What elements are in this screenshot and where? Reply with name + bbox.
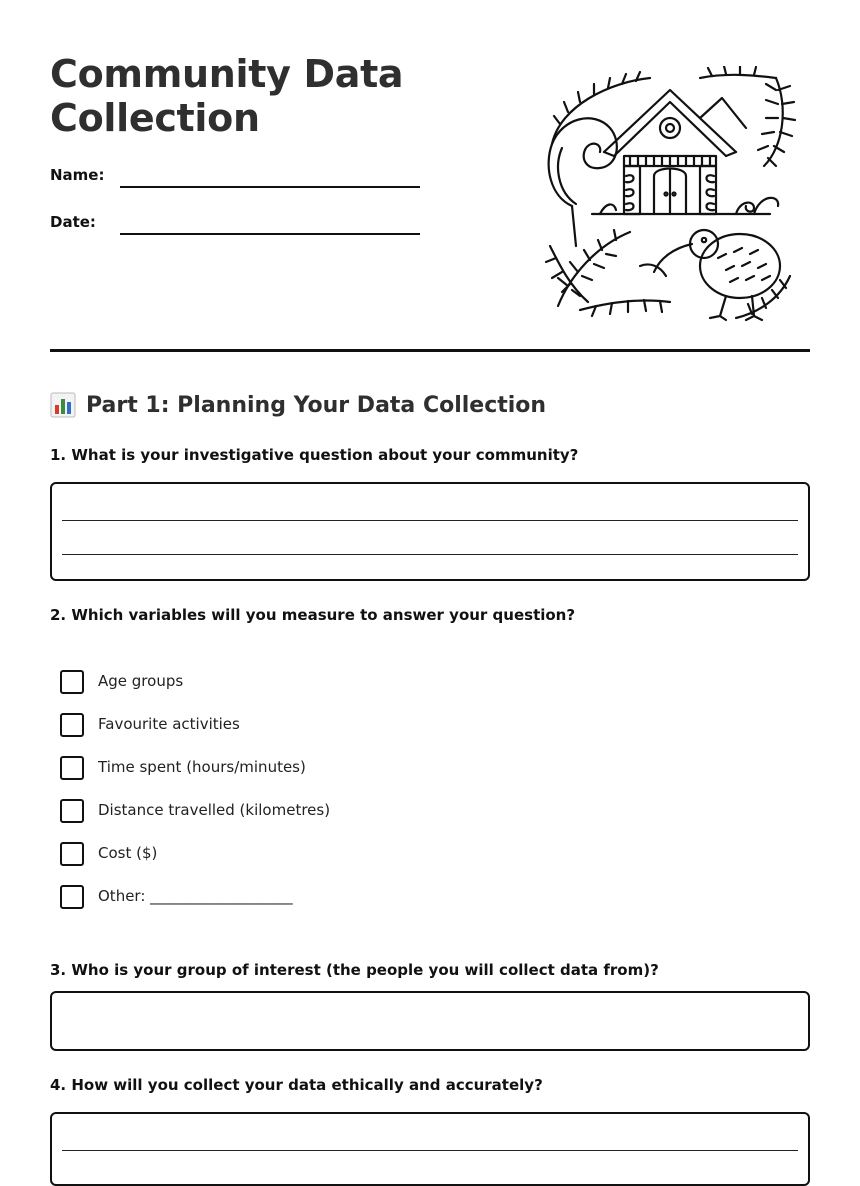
page-title: Community Data Collection xyxy=(50,52,404,140)
checkbox[interactable] xyxy=(60,842,84,866)
checkbox[interactable] xyxy=(60,885,84,909)
checkbox-label: Other: ___________________ xyxy=(98,887,293,905)
checkbox[interactable] xyxy=(60,670,84,694)
checklist-item-age-groups[interactable] xyxy=(60,670,460,713)
checkbox[interactable] xyxy=(60,713,84,737)
question-1: 1. What is your investigative question about your community? xyxy=(50,446,579,464)
checklist-item-favourite-activities[interactable] xyxy=(60,713,460,756)
date-label: Date: xyxy=(50,213,96,231)
checklist-item-other[interactable] xyxy=(60,885,460,928)
question-4: 4. How will you collect your data ethically and accurately? xyxy=(50,1076,543,1094)
write-line xyxy=(62,520,798,521)
date-field[interactable] xyxy=(50,213,420,237)
part1-heading xyxy=(50,389,546,421)
question-2: 2. Which variables will you measure to answer your question? xyxy=(50,606,576,624)
answer-box-question-3[interactable] xyxy=(50,991,810,1051)
checkbox-label: Cost ($) xyxy=(98,844,158,862)
checkbox-label: Time spent (hours/minutes) xyxy=(98,758,306,776)
bar-chart-icon xyxy=(50,392,76,418)
part1-title: Part 1: Planning Your Data Collection xyxy=(86,392,547,418)
checkbox-label: Distance travelled (kilometres) xyxy=(98,801,331,819)
checklist-item-distance-travelled[interactable] xyxy=(60,799,460,842)
checkbox-label: Favourite activities xyxy=(98,715,240,733)
name-field[interactable] xyxy=(50,166,420,190)
name-write-line[interactable] xyxy=(120,186,420,188)
write-line xyxy=(62,554,798,555)
variables-checklist xyxy=(60,670,460,928)
answer-box-question-1[interactable] xyxy=(50,482,810,581)
answer-box-question-4[interactable] xyxy=(50,1112,810,1186)
checklist-item-cost[interactable] xyxy=(60,842,460,885)
checkbox[interactable] xyxy=(60,756,84,780)
question-3: 3. Who is your group of interest (the people you will collect data from)? xyxy=(50,961,659,979)
section-divider xyxy=(50,349,810,352)
date-write-line[interactable] xyxy=(120,233,420,235)
checklist-item-time-spent[interactable] xyxy=(60,756,460,799)
write-line xyxy=(62,1150,798,1151)
name-label: Name: xyxy=(50,166,105,184)
checkbox-label: Age groups xyxy=(98,672,184,690)
wharenui-kiwi-fern-illustration xyxy=(540,66,800,322)
checkbox[interactable] xyxy=(60,799,84,823)
